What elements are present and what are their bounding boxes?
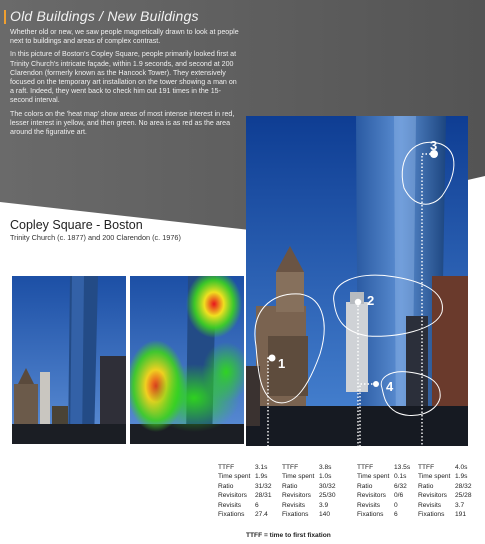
stat-label: Fixations — [357, 511, 384, 519]
stat-value: 1.9s — [255, 473, 268, 481]
section-heading — [10, 218, 181, 242]
stat-label: Revisits — [357, 501, 381, 509]
stat-row — [357, 482, 410, 491]
fixation-marker-2: 2 — [367, 293, 375, 308]
stat-row — [282, 491, 336, 500]
stat-label: Revisitors — [357, 492, 386, 500]
stat-value: 28/32 — [455, 482, 472, 490]
stat-row — [218, 472, 272, 481]
stat-row — [418, 510, 472, 519]
stat-label: Time spent — [418, 473, 451, 481]
stat-label: TTFF — [282, 464, 299, 471]
stats-column-2 — [282, 463, 336, 519]
stat-row — [418, 491, 472, 500]
stat-label: Revisitors — [218, 492, 247, 500]
stat-row — [282, 501, 336, 510]
stat-row — [282, 463, 336, 472]
stat-value: 1.0s — [319, 473, 332, 481]
stat-label: Revisits — [418, 501, 442, 509]
stat-label: TTFF — [357, 464, 374, 471]
stat-row — [218, 463, 272, 472]
stat-row — [357, 501, 410, 510]
stat-label: Time spent — [357, 473, 390, 481]
stat-value: 191 — [455, 511, 467, 519]
stat-value: 3.8s — [319, 464, 332, 471]
stats-column-1 — [218, 463, 272, 519]
stat-value: 3.1s — [255, 464, 268, 471]
fixation-marker-1: 1 — [278, 356, 286, 371]
stat-value: 13.5s — [394, 464, 411, 471]
stat-row — [357, 491, 410, 500]
stat-row — [282, 482, 336, 491]
stat-label: Time spent — [282, 473, 315, 481]
stat-value: 25/28 — [455, 492, 472, 500]
stat-label: Ratio — [282, 482, 298, 490]
stat-value: 6 — [394, 511, 398, 519]
stat-value: 1.9s — [455, 473, 468, 481]
stat-label: Revisits — [282, 501, 306, 509]
stat-row — [418, 501, 472, 510]
heat-map-photo — [130, 276, 244, 444]
stat-value: 30/32 — [319, 482, 336, 490]
page-title: Old Buildings / New Buildings — [10, 8, 199, 24]
stat-value: 27.4 — [255, 511, 268, 519]
stat-value: 28/31 — [255, 492, 272, 500]
stat-label: Ratio — [218, 482, 234, 490]
section-subtitle: Trinity Church (c. 1877) and 200 Clarendon (c. 1976) — [10, 233, 181, 242]
stat-row — [418, 482, 472, 491]
intro-paragraph-3: The colors on the 'heat map' show areas of most intense interest in red, lesser interest in yellow, and then green. No area is as red as the area around the figurative art. — [10, 109, 235, 137]
stat-row — [357, 463, 410, 472]
ttff-legend: TTFF = time to first fixation — [246, 532, 331, 539]
fixation-marker-4: 4 — [386, 379, 394, 394]
stat-row — [218, 501, 272, 510]
stat-value: 0.1s — [394, 473, 407, 481]
copley-square-photo — [12, 276, 126, 444]
section-title: Copley Square - Boston — [10, 218, 143, 232]
stat-row — [418, 472, 472, 481]
stat-row — [282, 472, 336, 481]
annotated-photo — [246, 116, 468, 446]
intro-text-block — [10, 8, 242, 141]
fixation-marker-3: 3 — [430, 138, 438, 153]
stat-row — [218, 491, 272, 500]
stat-value: 4.0s — [455, 464, 468, 471]
stat-label: Revisitors — [418, 492, 447, 500]
stat-label: TTFF — [218, 464, 235, 471]
stat-row — [218, 482, 272, 491]
stat-value: 6/32 — [394, 482, 407, 490]
stat-label: Revisits — [218, 501, 242, 509]
stats-column-4 — [418, 463, 472, 519]
stat-label: TTFF — [418, 464, 435, 471]
stat-value: 31/32 — [255, 482, 272, 490]
stat-label: Ratio — [357, 482, 373, 490]
stat-label: Fixations — [218, 511, 245, 519]
stat-value: 3.9 — [319, 501, 329, 509]
stat-label: Ratio — [418, 482, 434, 490]
stat-value: 3.7 — [455, 501, 465, 509]
stat-row — [418, 463, 472, 472]
stat-row — [218, 510, 272, 519]
title-accent-bar — [4, 10, 6, 24]
stat-value: 0/6 — [394, 492, 404, 500]
intro-paragraph-2: In this picture of Boston's Copley Square, people primarily looked first at Trinity Church's intricate façade, within 1.9 seconds, and second at 200 Clarendon (formerly known as the Hancock Tower). They extensively focused on the temporary art installation on the tower showing a man on a raft. Indeed, they went back to check him out 191 times in the 15-second interval. — [10, 50, 237, 105]
stat-label: Fixations — [282, 511, 309, 519]
stat-value: 25/30 — [319, 492, 336, 500]
stat-row — [357, 510, 410, 519]
stat-row — [282, 510, 336, 519]
stat-label: Revisitors — [282, 492, 311, 500]
stats-column-3 — [357, 463, 410, 519]
stat-value: 6 — [255, 501, 259, 509]
stat-value: 0 — [394, 501, 398, 509]
stat-label: Time spent — [218, 473, 251, 481]
stat-value: 140 — [319, 511, 331, 519]
stat-row — [357, 472, 410, 481]
intro-paragraph-1: Whether old or new, we saw people magnetically drawn to look at people next to buildings and areas of complex contrast. — [10, 28, 239, 46]
stat-label: Fixations — [418, 511, 445, 519]
